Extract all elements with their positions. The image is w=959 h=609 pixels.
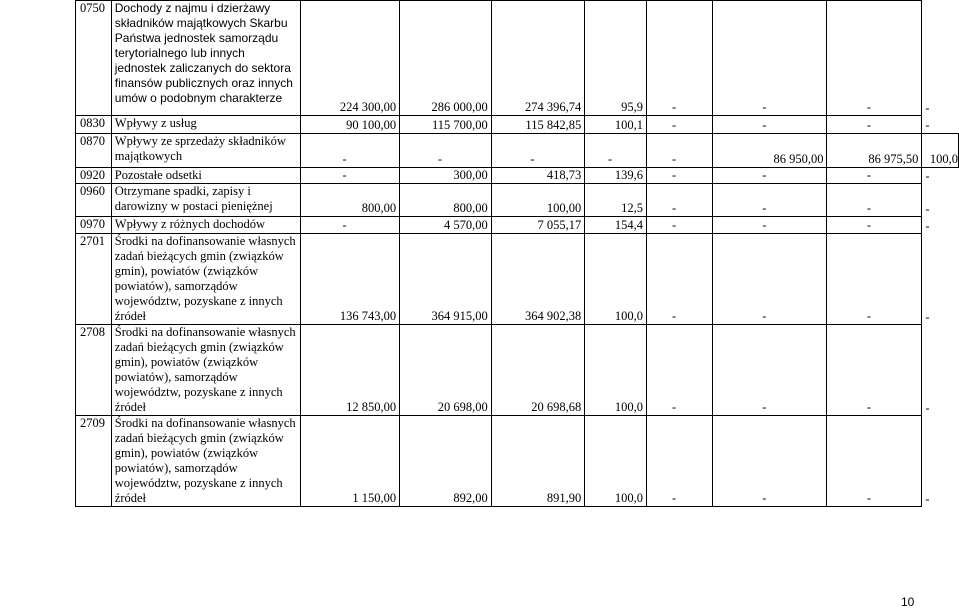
cell-value: 364 902,38 (491, 234, 584, 325)
table-row (76, 1, 959, 116)
cell-value: - (827, 184, 922, 217)
cell-value: - (713, 184, 827, 217)
cell-value: 100,0 (585, 416, 647, 507)
cell-value: 20 698,68 (491, 325, 584, 416)
cell-value: 139,6 (585, 168, 647, 184)
cell-value: 100,00 (491, 184, 584, 217)
cell-value: 364 915,00 (400, 234, 492, 325)
table-row (76, 217, 959, 234)
cell-value: - (646, 416, 712, 507)
table-row (76, 134, 959, 168)
cell-value: 100,1 (585, 116, 647, 134)
cell-value: 115 700,00 (400, 116, 492, 134)
table-row (76, 234, 959, 325)
table-row (76, 184, 959, 217)
cell-value: 100,0 (585, 234, 647, 325)
row-code: 2709 (76, 416, 112, 507)
cell-value: 892,00 (400, 416, 492, 507)
cell-value: - (646, 1, 712, 116)
cell-value: 86 975,50 (827, 134, 922, 168)
cell-value: 12 850,00 (301, 325, 400, 416)
cell-value: - (827, 1, 922, 116)
cell-value: - (713, 416, 827, 507)
row-code: 0830 (76, 116, 112, 134)
cell-value: 136 743,00 (301, 234, 400, 325)
table-row (76, 416, 959, 507)
row-code: 2701 (76, 234, 112, 325)
cell-value: - (713, 217, 827, 234)
cell-value: - (301, 217, 400, 234)
cell-value: - (301, 168, 400, 184)
revenue-table (75, 0, 959, 507)
cell-value: - (925, 100, 930, 115)
cell-value: - (713, 168, 827, 184)
row-description: Wpływy ze sprzedaży składników majątkowych (111, 134, 300, 168)
row-description: Środki na dofinansowanie własnych zadań bieżących gmin (związków gmin), powiatów (związków powiatów), samorządów województw, pozyskane z innych źródeł (111, 416, 300, 507)
row-description: Otrzymane spadki, zapisy i darowizny w postaci pieniężnej (111, 184, 300, 217)
cell-value: 7 055,17 (491, 217, 584, 234)
cell-value: - (646, 217, 712, 234)
cell-value: 115 842,85 (491, 116, 584, 134)
row-code: 0750 (76, 1, 112, 116)
row-description: Pozostałe odsetki (111, 168, 300, 184)
row-code: 0920 (76, 168, 112, 184)
row-code: 0970 (76, 217, 112, 234)
cell-value: - (646, 184, 712, 217)
cell-value: - (925, 118, 930, 132)
cell-value: 4 570,00 (400, 217, 492, 234)
cell-value: - (301, 134, 400, 168)
page-number: 10 (901, 595, 915, 609)
cell-value: 154,4 (585, 217, 647, 234)
cell-value: 800,00 (301, 184, 400, 217)
cell-value: - (713, 234, 827, 325)
row-description: Dochody z najmu i dzierżawy składników majątkowych Skarbu Państwa jednostek samorządu terytorialnego lub innych jednostek zaliczanych do sektora finansów publicznych oraz innych umów o podobnym charakterze (111, 1, 300, 116)
cell-value: - (827, 217, 922, 234)
row-description: Wpływy z różnych dochodów (111, 217, 300, 234)
table-row (76, 325, 959, 416)
cell-value: - (400, 134, 492, 168)
cell-value: - (925, 491, 930, 506)
cell-value: - (646, 325, 712, 416)
table-row (76, 168, 959, 184)
cell-value: 418,73 (491, 168, 584, 184)
cell-value: - (925, 218, 930, 233)
cell-value: 300,00 (400, 168, 492, 184)
cell-value: - (646, 134, 712, 168)
cell-value: 100,0 (922, 134, 959, 168)
cell-value: 12,5 (585, 184, 647, 217)
cell-value: - (925, 201, 930, 216)
cell-value: 86 950,00 (713, 134, 827, 168)
cell-value: 891,90 (491, 416, 584, 507)
cell-value: 274 396,74 (491, 1, 584, 116)
cell-value: - (827, 168, 922, 184)
cell-value: - (491, 134, 584, 168)
cell-value: - (713, 1, 827, 116)
cell-value: - (925, 400, 930, 415)
row-description: Środki na dofinansowanie własnych zadań bieżących gmin (związków gmin), powiatów (związków powiatów), samorządów województw, pozyskane z innych źródeł (111, 234, 300, 325)
cell-value: - (827, 416, 922, 507)
cell-value: 286 000,00 (400, 1, 492, 116)
cell-value: 95,9 (585, 1, 647, 116)
cell-value: 800,00 (400, 184, 492, 217)
cell-value: - (646, 116, 712, 134)
cell-value: - (646, 168, 712, 184)
row-code: 0870 (76, 134, 112, 168)
table-row (76, 116, 959, 134)
cell-value: - (713, 116, 827, 134)
cell-value: - (585, 134, 647, 168)
row-code: 2708 (76, 325, 112, 416)
cell-value: - (713, 325, 827, 416)
cell-value: 90 100,00 (301, 116, 400, 134)
cell-value: - (925, 309, 930, 324)
cell-value: - (827, 116, 922, 134)
cell-value: 100,0 (585, 325, 647, 416)
cell-value: 20 698,00 (400, 325, 492, 416)
cell-value: - (827, 234, 922, 325)
row-code: 0960 (76, 184, 112, 217)
cell-value: 1 150,00 (301, 416, 400, 507)
row-description: Środki na dofinansowanie własnych zadań bieżących gmin (związków gmin), powiatów (związków powiatów), samorządów województw, pozyskane z innych źródeł (111, 325, 300, 416)
cell-value: - (827, 325, 922, 416)
cell-value: - (925, 168, 930, 183)
row-description: Wpływy z usług (111, 116, 300, 134)
cell-value: - (646, 234, 712, 325)
cell-value: 224 300,00 (301, 1, 400, 116)
